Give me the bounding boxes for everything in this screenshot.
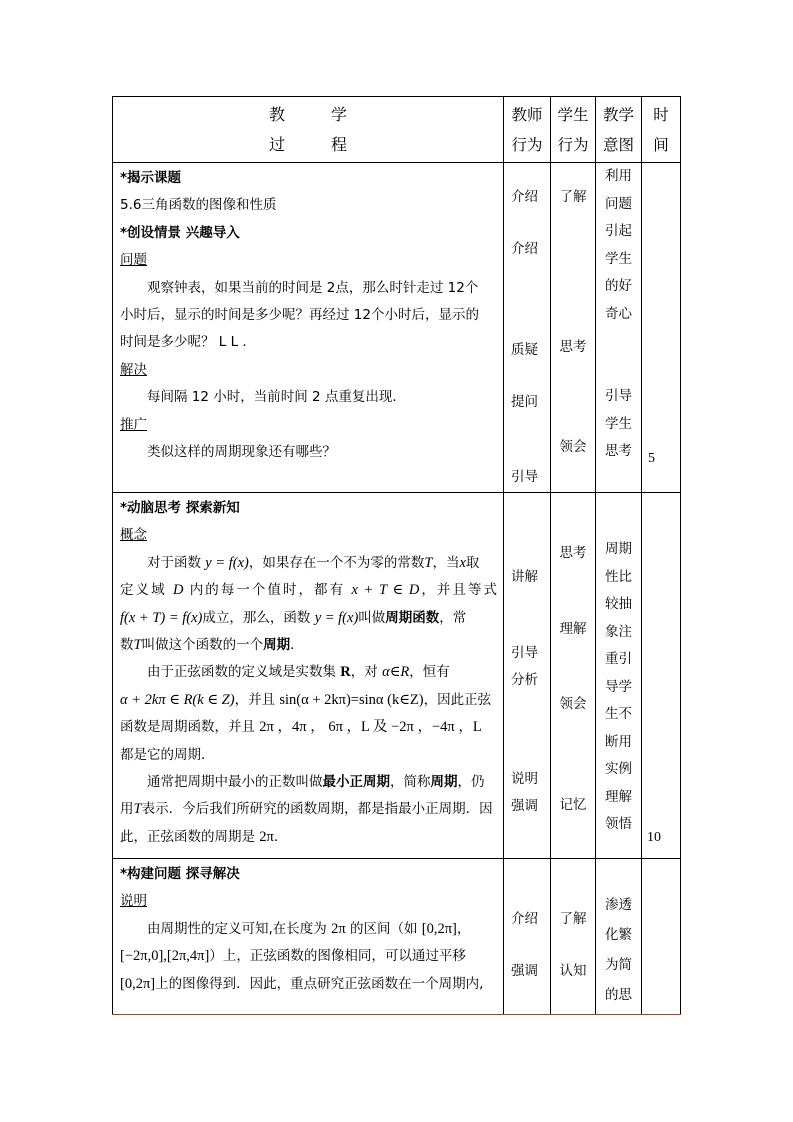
text: 成立，那么，函数 — [202, 609, 315, 626]
concept-label: 概念 — [120, 527, 147, 544]
section-1-row — [113, 163, 681, 493]
student-action: 思考 — [559, 339, 587, 355]
header-text: 时 — [653, 106, 669, 124]
header-teacher-behavior — [504, 97, 551, 163]
math: 2π — [331, 920, 346, 937]
math: x — [459, 554, 466, 571]
intent-line: 学生 — [605, 415, 632, 432]
section-3-intent — [596, 859, 642, 1015]
text: ，当 — [432, 554, 460, 571]
header-text: 行为 — [557, 136, 589, 154]
intent-line: 断用 — [605, 733, 632, 750]
intent-line: 较抽 — [605, 596, 632, 612]
term: 最小正周期 — [322, 774, 390, 791]
math: 2π ，4π ， 6π ，L 及 −2π ，−4π ，L — [259, 719, 482, 736]
intent-line: 化繁 — [605, 927, 632, 943]
header-char: 学 — [331, 105, 348, 124]
lesson-topic: 5.6三角函数的图像和性质 — [120, 197, 277, 214]
section-3-student — [551, 859, 596, 1015]
teacher-action: 介绍 — [511, 911, 538, 927]
teacher-action: 提问 — [511, 394, 538, 410]
section-1-student — [551, 163, 596, 493]
section-2-row — [113, 493, 681, 859]
text: 取 — [465, 554, 480, 571]
intent-line: 问题 — [605, 195, 632, 212]
student-action: 了解 — [559, 911, 587, 927]
text: 函数是周期函数，并且 — [120, 719, 260, 736]
header-text: 意图 — [602, 136, 634, 154]
text: 通常把周期中最小的正数叫做 — [147, 774, 323, 791]
student-action: 理解 — [559, 621, 587, 637]
intent-line — [596, 356, 641, 384]
intent-line: 理解 — [605, 788, 632, 805]
section-2-time — [642, 493, 681, 859]
student-action: 认知 — [559, 963, 587, 979]
intent-line: 为简 — [605, 957, 632, 973]
header-text: 教师 — [511, 106, 543, 124]
text: ，简称 — [390, 774, 431, 791]
math: y = f(x) — [205, 554, 249, 571]
section-1-content — [113, 163, 504, 493]
question-text: 时间是多少呢？ L L . — [120, 334, 247, 351]
note-label: 说明 — [120, 893, 147, 910]
intent-line: 利用 — [605, 168, 632, 184]
note-line — [120, 943, 497, 970]
generalize-label: 推广 — [120, 416, 147, 433]
section-3-content — [113, 859, 504, 1015]
term: 周期函数 — [385, 609, 440, 626]
header-teaching-process — [113, 97, 504, 163]
intent-line: 渗透 — [605, 897, 632, 913]
intent-line: 生不 — [605, 706, 632, 722]
text: 数 — [120, 637, 134, 654]
header-text: 学生 — [557, 106, 589, 124]
text: ，常 — [439, 609, 467, 626]
text: ，恒有 — [409, 664, 450, 681]
section-subtitle: *创设情景 兴趣导入 — [120, 224, 240, 241]
math: T — [133, 801, 142, 818]
intent-line: 学生 — [605, 250, 632, 267]
intent-line — [596, 328, 641, 356]
section-1-time — [642, 163, 681, 493]
intent-line: 实例 — [605, 761, 632, 777]
math: α + 2kπ ∈ R(k ∈ Z) — [120, 691, 235, 708]
header-student-behavior — [551, 97, 596, 163]
math: R — [340, 664, 351, 681]
header-text: 间 — [653, 136, 669, 154]
section-2-content — [113, 493, 504, 859]
text: ． — [273, 828, 288, 845]
lesson-plan-table — [112, 96, 681, 1015]
text: 内的每一个值时，都有 — [183, 582, 352, 599]
section-2-teacher — [504, 493, 551, 859]
text: ，如果存在一个不为零的常数 — [248, 554, 425, 571]
header-teaching-intent — [596, 97, 642, 163]
note-line — [120, 971, 497, 998]
student-action: 思考 — [559, 545, 587, 561]
reasoning-line — [120, 714, 497, 741]
text: 上的图像得到．因此，重点研究正弦函数在一个周期内, — [155, 975, 484, 992]
math: sin(α + 2kπ)=sinα (k∈Z) — [279, 691, 424, 708]
text: ，并且等式 — [419, 582, 497, 599]
definition-line — [120, 550, 497, 577]
reasoning-line — [120, 659, 497, 686]
section-1-teacher — [504, 163, 551, 493]
text: ）上，正弦函数的图像相同，可以通过平移 — [209, 948, 466, 965]
math: f(x + T) = f(x) — [120, 609, 203, 626]
question-label: 问题 — [120, 252, 147, 269]
definition-line — [120, 577, 497, 604]
section-1-intent — [596, 163, 642, 493]
reasoning-line — [120, 687, 497, 714]
summary-line — [120, 796, 497, 823]
section-3-row — [113, 859, 681, 1015]
text: ，并且 — [234, 691, 280, 708]
math: [0,2π] — [120, 975, 156, 992]
teacher-action: 说明 — [511, 771, 538, 787]
math: [0,2π] — [421, 920, 457, 937]
intent-line: 重引 — [605, 651, 632, 667]
teacher-action: 质疑 — [511, 342, 538, 358]
intent-text — [596, 536, 641, 839]
math: x + T ∈ D — [351, 582, 420, 599]
intent-text — [596, 890, 641, 1010]
solution-label: 解决 — [120, 361, 147, 378]
text: 对于函数 — [147, 554, 206, 571]
time-value: 5 — [648, 451, 655, 466]
question-text: 观察钟表，如果当前的时间是 2点，那么时针走过 12个 — [147, 279, 479, 296]
header-text: 行为 — [511, 136, 543, 154]
intent-line: 思考 — [605, 443, 632, 459]
text: 定义域 — [120, 582, 173, 599]
text: 此，正弦函数的周期是 — [120, 828, 260, 845]
generalize-text: 类似这样的周期现象还有哪些？ — [147, 444, 336, 461]
definition-line — [120, 632, 497, 659]
summary-line — [120, 769, 497, 796]
term: 周期 — [430, 774, 458, 791]
math: α∈R — [382, 664, 410, 681]
solution-text: 每间隔 12 小时，当前时间 2 点重复出现． — [147, 389, 406, 406]
intent-line: 引导 — [605, 388, 632, 404]
student-action: 了解 — [559, 189, 587, 205]
reasoning-line: 都是它的周期． — [120, 746, 215, 763]
teacher-action: 介绍 — [511, 189, 538, 205]
teacher-action: 引导 — [511, 469, 538, 485]
student-action: 领会 — [559, 439, 587, 455]
section-2-student — [551, 493, 596, 859]
intent-line: 引起 — [605, 223, 632, 239]
text: 表示．今后我们所研究的函数周期，都是指最小正周期．因 — [141, 801, 493, 818]
student-action: 领会 — [559, 696, 587, 712]
text: 叫做这个函数的一个 — [141, 637, 264, 654]
teacher-action: 讲解 — [511, 569, 538, 585]
time-value: 10 — [647, 830, 661, 845]
text: ， — [456, 920, 471, 937]
header-char: 程 — [331, 135, 348, 154]
math: T — [133, 637, 142, 654]
math: 2π — [259, 828, 274, 845]
teacher-action: 引导 — [511, 645, 538, 661]
intent-line: 领悟 — [605, 816, 632, 832]
intent-line: 性比 — [605, 568, 632, 585]
summary-line — [120, 824, 497, 851]
intent-line: 的好 — [605, 278, 632, 294]
section-3-teacher — [504, 859, 551, 1015]
intent-line: 象注 — [605, 623, 632, 640]
teacher-action: 强调 — [511, 798, 538, 814]
text: ，仍 — [457, 774, 485, 791]
intent-line: 周期 — [605, 541, 632, 557]
text: 用 — [120, 801, 134, 818]
header-time — [642, 97, 681, 163]
intent-line: 的思 — [605, 987, 632, 1003]
section-title: *动脑思考 探索新知 — [120, 500, 240, 516]
text: ，对 — [350, 664, 383, 681]
note-line — [120, 916, 497, 943]
definition-line — [120, 605, 497, 632]
section-title: *揭示课题 — [120, 170, 182, 186]
header-char: 过 — [268, 135, 285, 154]
section-2-intent — [596, 493, 642, 859]
teacher-action: 强调 — [511, 963, 538, 979]
intent-text — [596, 163, 641, 466]
teacher-action: 分析 — [511, 672, 538, 688]
student-action: 记忆 — [559, 797, 587, 813]
section-title: *构建问题 探寻解决 — [120, 866, 240, 882]
section-3-time — [642, 859, 681, 1015]
text: 叫做 — [358, 609, 386, 626]
text: ． — [290, 637, 304, 654]
teacher-action: 介绍 — [511, 241, 538, 257]
text: 的区间（如 — [345, 920, 422, 937]
math: D — [172, 582, 184, 599]
text: ，因此正弦 — [423, 691, 492, 708]
term: 周期 — [263, 637, 291, 654]
math: [−2π,0],[2π,4π] — [120, 948, 210, 965]
math: y = f(x) — [314, 609, 359, 626]
text: 由于正弦函数的定义域是实数集 — [147, 664, 341, 681]
header-text: 教学 — [602, 106, 634, 124]
intent-line: 导学 — [605, 678, 632, 695]
question-text: 小时后，显示的时间是多少呢？再经过 12个小时后，显示的 — [120, 307, 479, 324]
intent-line: 奇心 — [605, 305, 632, 322]
header-char: 教 — [268, 105, 285, 124]
math: T — [424, 554, 433, 571]
header-row — [113, 97, 681, 163]
text: 由周期性的定义可知,在长度为 — [147, 920, 332, 937]
